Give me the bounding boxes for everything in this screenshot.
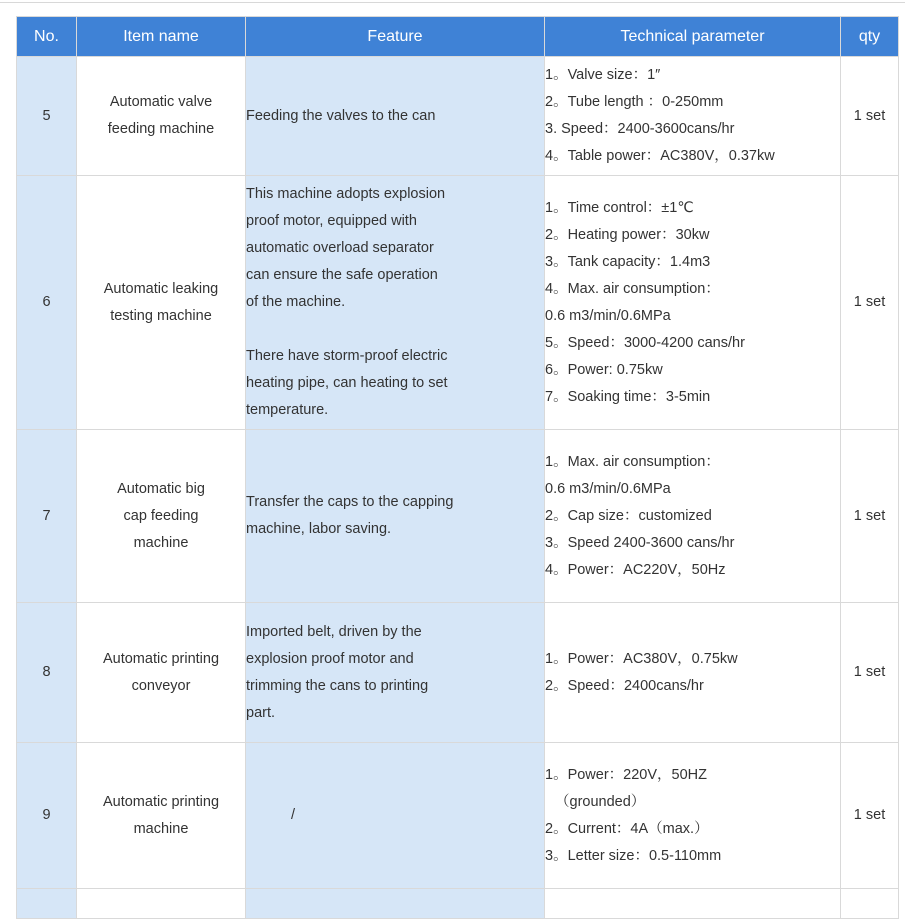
row-number xyxy=(17,889,77,919)
param-line: 3. Speed：2400-3600cans/hr xyxy=(545,121,735,137)
param-line: 0.6 m3/min/0.6MPa xyxy=(545,307,671,324)
item-name-line: testing machine xyxy=(110,307,212,324)
feature-cell xyxy=(246,430,545,603)
param-line: 2。Cap size：customized xyxy=(545,507,712,524)
row-number: 6 xyxy=(17,176,77,430)
table-row xyxy=(17,57,899,176)
feature-line: of the machine. xyxy=(246,294,346,310)
feature-line: automatic overload separator xyxy=(246,240,434,256)
header-no: No. xyxy=(17,17,77,57)
qty-cell: 1 set xyxy=(841,430,899,603)
param-line: 1。Valve size：1″ xyxy=(545,67,661,83)
feature-cell xyxy=(246,603,545,743)
item-name xyxy=(77,743,246,889)
header-feature: Feature xyxy=(246,17,545,57)
qty-cell: 1 set xyxy=(841,57,899,176)
feature-cell xyxy=(246,889,545,919)
feature-line: machine, labor saving. xyxy=(246,521,392,537)
qty-cell xyxy=(841,889,899,919)
spec-table xyxy=(16,16,899,919)
row-number: 5 xyxy=(17,57,77,176)
technical-parameter-cell xyxy=(545,176,841,430)
param-line: 3。Tank capacity：1.4m3 xyxy=(545,253,711,270)
table-row xyxy=(17,603,899,743)
item-name-line: cap feeding xyxy=(123,507,199,524)
param-line: 2。Speed：2400cans/hr xyxy=(545,677,704,694)
header-row xyxy=(17,17,899,57)
technical-parameter-cell xyxy=(545,57,841,176)
item-name-line: feeding machine xyxy=(107,121,215,137)
technical-parameter-cell xyxy=(545,603,841,743)
item-name-line: machine xyxy=(133,534,189,551)
param-line: 1。Max. air consumption： xyxy=(545,453,720,470)
feature-line: There have storm-proof electric xyxy=(246,348,448,364)
header-item-name: Item name xyxy=(77,17,246,57)
feature-line: Feeding the valves to the can xyxy=(246,107,436,124)
feature-line: trimming the cans to printing xyxy=(246,677,429,694)
technical-parameter-cell xyxy=(545,743,841,889)
feature-line: temperature. xyxy=(246,402,329,418)
header-technical-parameter: Technical parameter xyxy=(545,17,841,57)
param-line: 1。Power：220V，50HZ xyxy=(545,766,707,783)
param-line: 2。Tube length ：0-250mm xyxy=(545,94,724,110)
item-name-line: Automatic printing xyxy=(102,650,220,667)
item-name xyxy=(77,57,246,176)
param-line: 3。Speed 2400-3600 cans/hr xyxy=(545,534,735,551)
item-name-line: Automatic printing xyxy=(102,793,220,810)
param-line: 2。Current：4A（max.） xyxy=(545,820,709,837)
item-name xyxy=(77,430,246,603)
param-line: 6。Power: 0.75kw xyxy=(545,361,663,378)
qty-cell: 1 set xyxy=(841,603,899,743)
param-line: 4。Table power：AC380V，0.37kw xyxy=(545,148,775,164)
feature-line: This machine adopts explosion xyxy=(246,186,446,202)
item-name-line: Automatic valve xyxy=(109,94,213,110)
param-line: 4。Power：AC220V，50Hz xyxy=(545,561,726,578)
feature-line: explosion proof motor and xyxy=(246,650,414,667)
feature-line: proof motor, equipped with xyxy=(246,213,417,229)
feature-line: / xyxy=(291,807,296,823)
item-name xyxy=(77,889,246,919)
table-row-partial xyxy=(17,889,899,919)
technical-parameter-cell xyxy=(545,430,841,603)
feature-line: Transfer the caps to the capping xyxy=(246,494,454,510)
param-line: 5。Speed：3000-4200 cans/hr xyxy=(545,334,745,351)
header-qty: qty xyxy=(841,17,899,57)
param-line: 3。Letter size：0.5-110mm xyxy=(545,847,722,864)
table-row xyxy=(17,743,899,889)
item-name xyxy=(77,176,246,430)
table-row xyxy=(17,430,899,603)
qty-cell: 1 set xyxy=(841,176,899,430)
param-line: 0.6 m3/min/0.6MPa xyxy=(545,480,671,497)
top-divider xyxy=(0,2,905,3)
paragraph-gap xyxy=(246,316,544,343)
feature-line: can ensure the safe operation xyxy=(246,267,438,283)
param-line: 1。Time control：±1℃ xyxy=(545,199,694,216)
param-line: （grounded） xyxy=(555,793,646,810)
param-line: 1。Power：AC380V，0.75kw xyxy=(545,650,738,667)
item-name-line: conveyor xyxy=(131,677,191,694)
row-number: 7 xyxy=(17,430,77,603)
item-name-line: Automatic big xyxy=(117,480,205,497)
param-line: 4。Max. air consumption： xyxy=(545,280,720,297)
feature-line: part. xyxy=(246,704,276,721)
item-name-line: Automatic leaking xyxy=(103,280,219,297)
feature-cell xyxy=(246,176,545,430)
technical-parameter-cell xyxy=(545,889,841,919)
table-row xyxy=(17,176,899,430)
qty-cell: 1 set xyxy=(841,743,899,889)
feature-line: heating pipe, can heating to set xyxy=(246,375,448,391)
feature-cell xyxy=(246,57,545,176)
param-line: 7。Soaking time：3-5min xyxy=(545,388,711,405)
item-name xyxy=(77,603,246,743)
row-number: 9 xyxy=(17,743,77,889)
feature-line: Imported belt, driven by the xyxy=(246,623,422,640)
feature-cell xyxy=(246,743,545,889)
param-line: 2。Heating power：30kw xyxy=(545,226,710,243)
item-name-line: machine xyxy=(133,820,189,837)
row-number: 8 xyxy=(17,603,77,743)
